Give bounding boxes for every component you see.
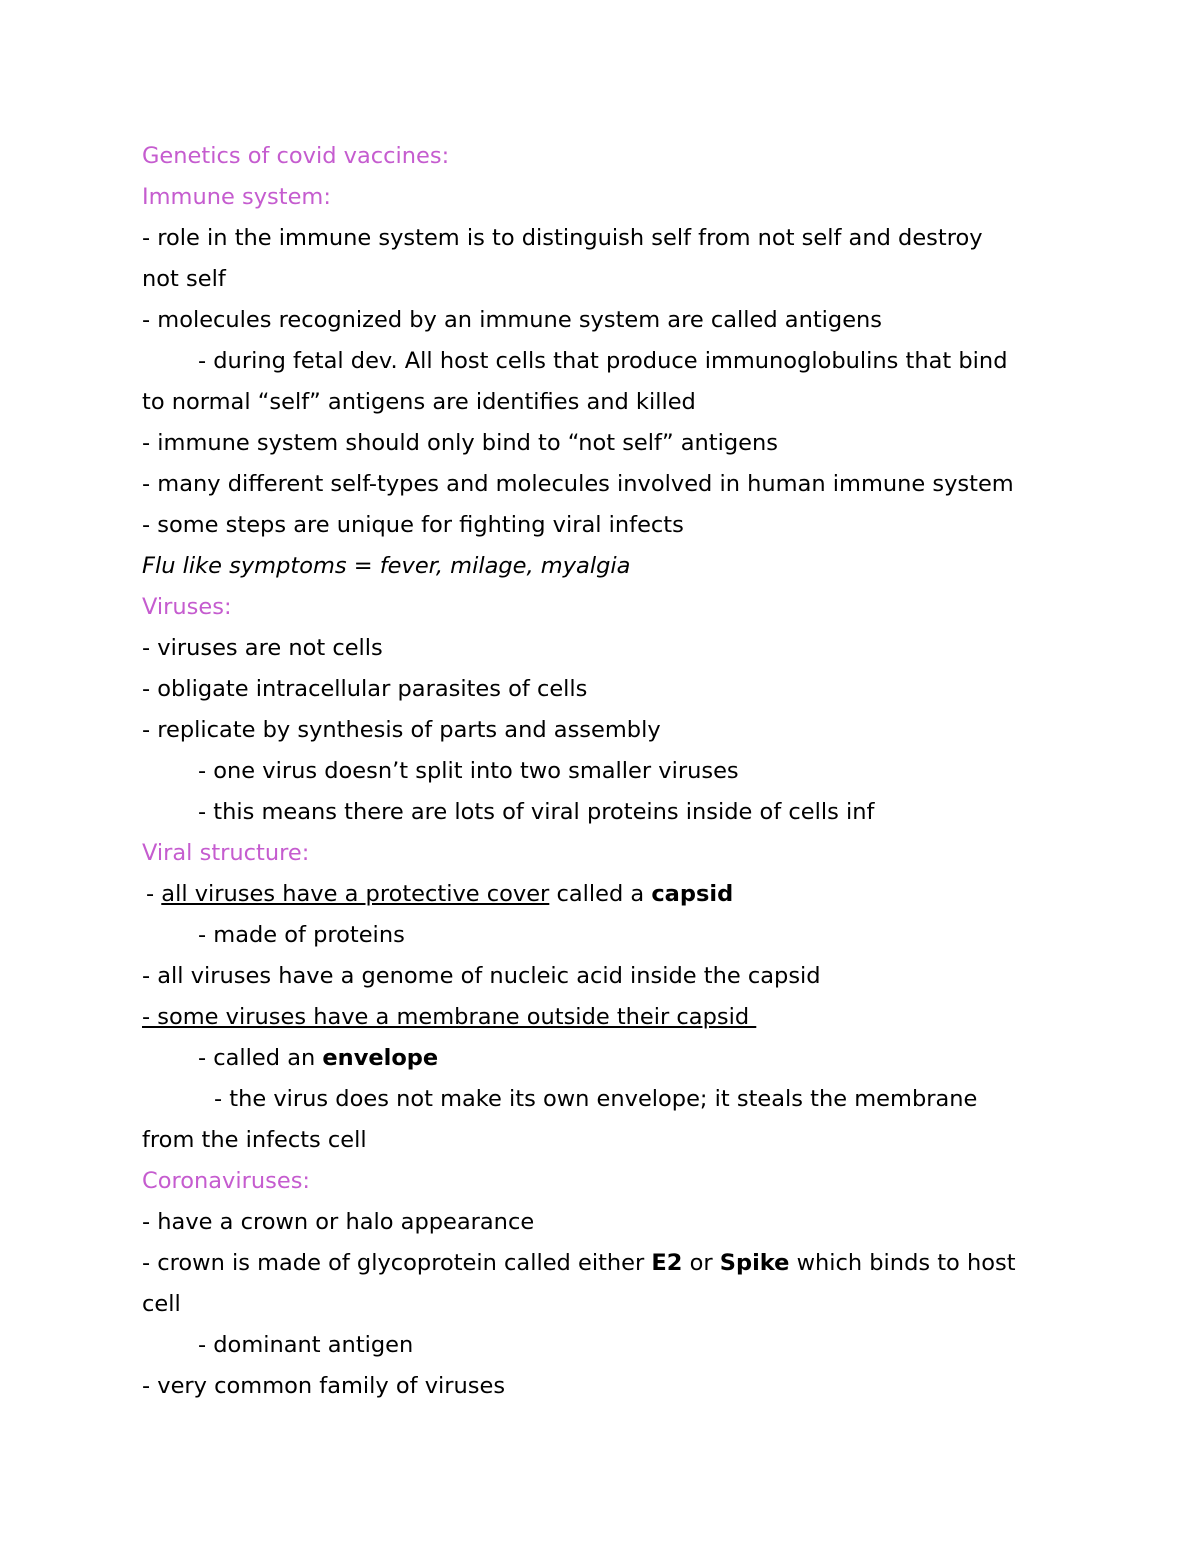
document-body xyxy=(142,136,1072,1407)
section-heading-viral-structure: Viral structure: xyxy=(142,840,310,866)
text-line: - molecules recognized by an immune system are called antigens xyxy=(142,307,883,333)
section-heading-coronaviruses: Coronaviruses: xyxy=(142,1168,310,1194)
text-line-indented: - this means there are lots of viral proteins inside of cells inf xyxy=(198,799,875,825)
text-line: - some steps are unique for fighting viral infects xyxy=(142,512,684,538)
text-line-mixed xyxy=(142,874,1072,915)
text-fragment-bold: envelope xyxy=(322,1045,439,1071)
section-heading-viruses: Viruses: xyxy=(142,594,232,620)
text-line-underlined: - some viruses have a membrane outside their capsid xyxy=(142,1004,757,1030)
text-line: - have a crown or halo appearance xyxy=(142,1209,535,1235)
text-fragment: - called an xyxy=(198,1045,323,1071)
text-fragment-bold: Spike xyxy=(719,1250,790,1276)
text-fragment: called a xyxy=(549,881,652,907)
text-line: - obligate intracellular parasites of cells xyxy=(142,676,588,702)
text-line-indented: - one virus doesn’t split into two smaller viruses xyxy=(198,758,739,784)
text-line: - all viruses have a genome of nucleic acid inside the capsid xyxy=(142,963,821,989)
text-fragment-bold: E2 xyxy=(651,1250,683,1276)
text-line: to normal “self” antigens are identifies and killed xyxy=(142,389,696,415)
text-line-italic: Flu like symptoms = fever, milage, myalgia xyxy=(142,553,631,579)
text-line: not self xyxy=(142,266,226,292)
text-fragment: - xyxy=(146,881,162,907)
text-line-indented: - dominant antigen xyxy=(198,1332,414,1358)
text-line: - many different self-types and molecules involved in human immune system xyxy=(142,471,1014,497)
document-title: Genetics of covid vaccines: xyxy=(142,143,450,169)
text-fragment: or xyxy=(682,1250,720,1276)
text-line: - viruses are not cells xyxy=(142,635,383,661)
text-line-mixed xyxy=(142,1038,1072,1079)
text-fragment: - crown is made of glycoprotein called either xyxy=(142,1250,652,1276)
section-heading-immune-system: Immune system: xyxy=(142,184,331,210)
text-line-mixed xyxy=(142,1243,1072,1284)
text-line: - replicate by synthesis of parts and assembly xyxy=(142,717,661,743)
text-fragment: which binds to host xyxy=(789,1250,1016,1276)
text-line: from the infects cell xyxy=(142,1127,367,1153)
text-line-indented: - during fetal dev. All host cells that produce immunoglobulins that bind xyxy=(198,348,1008,374)
text-line: - very common family of viruses xyxy=(142,1373,506,1399)
text-line: - role in the immune system is to distinguish self from not self and destroy xyxy=(142,225,983,251)
text-fragment-underlined: all viruses have a protective cover xyxy=(161,881,550,907)
text-line: cell xyxy=(142,1291,181,1317)
text-fragment-bold: capsid xyxy=(651,881,734,907)
text-line-indented: - made of proteins xyxy=(198,922,405,948)
text-line: - immune system should only bind to “not self” antigens xyxy=(142,430,778,456)
text-line-indented: - the virus does not make its own envelope; it steals the membrane xyxy=(214,1086,978,1112)
